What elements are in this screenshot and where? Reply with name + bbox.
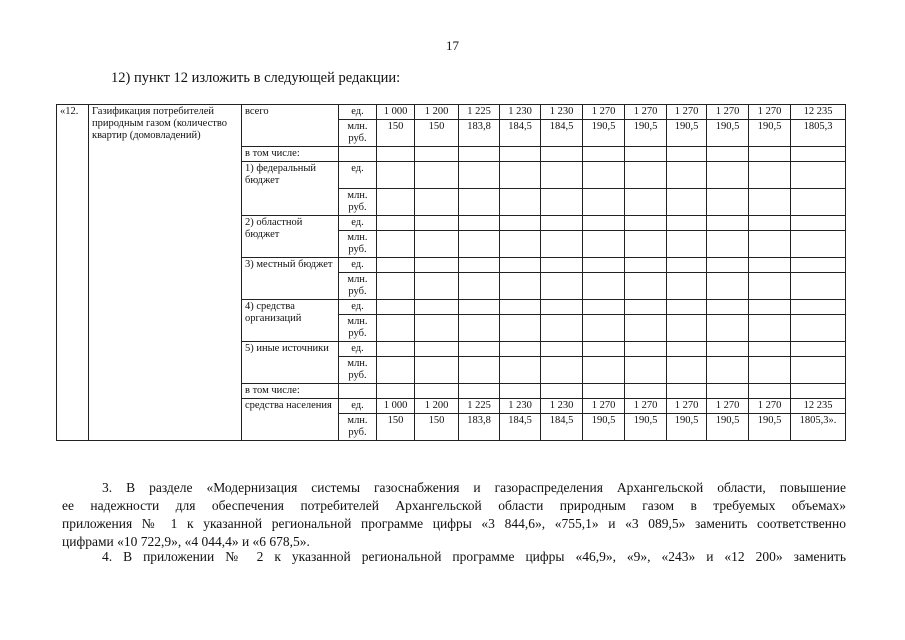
unit-cell: [339, 384, 377, 399]
value-cell: [749, 162, 791, 189]
value-cell: [377, 147, 415, 162]
value-cell: [459, 162, 500, 189]
value-cell: [500, 231, 541, 258]
value-cell: [667, 315, 707, 342]
value-cell: 1 270: [749, 105, 791, 120]
value-cell: [625, 231, 667, 258]
value-cell: 1805,3: [791, 120, 846, 147]
paragraph-3-line: приложения № 1 к указанной региональной программе цифры «3 844,6», «755,1» и «3 089,5» заменить соответственно: [62, 516, 846, 531]
value-cell: [377, 384, 415, 399]
value-cell: [625, 147, 667, 162]
value-cell: 184,5: [500, 414, 541, 441]
unit-cell: млн. руб.: [339, 189, 377, 216]
value-cell: [667, 147, 707, 162]
value-cell: [415, 315, 459, 342]
unit-cell: [339, 147, 377, 162]
paragraph-4-line: 4. В приложении № 2 к указанной региональной программе цифры «46,9», «9», «243» и «12 200» заменить: [102, 549, 846, 564]
value-cell: 184,5: [500, 120, 541, 147]
value-cell: [707, 342, 749, 357]
value-cell: 150: [415, 414, 459, 441]
value-cell: [667, 258, 707, 273]
unit-cell: ед.: [339, 342, 377, 357]
value-cell: [541, 315, 583, 342]
value-cell: [625, 258, 667, 273]
value-cell: 1 270: [749, 399, 791, 414]
value-cell: [541, 189, 583, 216]
value-cell: 1 270: [667, 105, 707, 120]
value-cell: [583, 258, 625, 273]
unit-cell: ед.: [339, 399, 377, 414]
value-cell: [459, 342, 500, 357]
row-label: средства населения: [242, 399, 339, 441]
value-cell: 1 270: [625, 105, 667, 120]
value-cell: [707, 357, 749, 384]
item-number: «12.: [57, 105, 89, 441]
value-cell: [707, 258, 749, 273]
value-cell: [707, 300, 749, 315]
value-cell: [377, 342, 415, 357]
value-cell: [541, 384, 583, 399]
unit-cell: млн. руб.: [339, 231, 377, 258]
value-cell: [707, 231, 749, 258]
value-cell: [667, 216, 707, 231]
value-cell: 1 230: [541, 105, 583, 120]
value-cell: [749, 189, 791, 216]
value-cell: [749, 258, 791, 273]
value-cell: 190,5: [749, 120, 791, 147]
value-cell: 150: [377, 120, 415, 147]
page-number: 17: [446, 38, 459, 53]
value-cell: [583, 231, 625, 258]
value-cell: [415, 300, 459, 315]
value-cell: [459, 300, 500, 315]
value-cell: [541, 273, 583, 300]
value-cell: [791, 189, 846, 216]
row-label: 4) средства организаций: [242, 300, 339, 342]
value-cell: 190,5: [667, 120, 707, 147]
value-cell: [415, 189, 459, 216]
value-cell: [377, 315, 415, 342]
value-cell: [625, 300, 667, 315]
value-cell: [415, 342, 459, 357]
unit-cell: ед.: [339, 258, 377, 273]
value-cell: [459, 231, 500, 258]
value-cell: [377, 231, 415, 258]
value-cell: [459, 216, 500, 231]
value-cell: 1 000: [377, 399, 415, 414]
value-cell: [500, 357, 541, 384]
value-cell: [791, 342, 846, 357]
value-cell: [791, 384, 846, 399]
row-label: 1) федеральный бюджет: [242, 162, 339, 216]
value-cell: 184,5: [541, 120, 583, 147]
value-cell: 190,5: [583, 120, 625, 147]
unit-cell: ед.: [339, 105, 377, 120]
value-cell: [625, 342, 667, 357]
value-cell: [749, 147, 791, 162]
value-cell: 1 200: [415, 399, 459, 414]
value-cell: [667, 342, 707, 357]
unit-cell: млн. руб.: [339, 315, 377, 342]
row-label: в том числе:: [242, 384, 339, 399]
value-cell: 1 270: [583, 399, 625, 414]
value-cell: [500, 273, 541, 300]
value-cell: 1 270: [625, 399, 667, 414]
value-cell: [749, 342, 791, 357]
value-cell: [791, 315, 846, 342]
value-cell: [791, 231, 846, 258]
value-cell: [749, 300, 791, 315]
row-label: 2) областной бюджет: [242, 216, 339, 258]
value-cell: 150: [415, 120, 459, 147]
value-cell: [459, 189, 500, 216]
value-cell: [749, 315, 791, 342]
value-cell: [415, 273, 459, 300]
row-label: всего: [242, 105, 339, 147]
value-cell: 1 225: [459, 105, 500, 120]
program-table: [56, 104, 846, 441]
paragraph-3-line: 3. В разделе «Модернизация системы газоснабжения и газораспределения Архангельской области, повышение: [102, 480, 846, 495]
value-cell: [707, 384, 749, 399]
value-cell: [541, 162, 583, 189]
value-cell: 190,5: [625, 414, 667, 441]
value-cell: [625, 357, 667, 384]
value-cell: [377, 273, 415, 300]
value-cell: [459, 258, 500, 273]
value-cell: [377, 300, 415, 315]
value-cell: [541, 300, 583, 315]
value-cell: [459, 384, 500, 399]
value-cell: 190,5: [625, 120, 667, 147]
value-cell: 190,5: [707, 120, 749, 147]
value-cell: [500, 315, 541, 342]
value-cell: [377, 357, 415, 384]
value-cell: [749, 273, 791, 300]
value-cell: [415, 216, 459, 231]
value-cell: [749, 384, 791, 399]
value-cell: [707, 315, 749, 342]
value-cell: [749, 216, 791, 231]
unit-cell: млн. руб.: [339, 120, 377, 147]
value-cell: [667, 231, 707, 258]
value-cell: [625, 216, 667, 231]
value-cell: [541, 147, 583, 162]
value-cell: [541, 216, 583, 231]
value-cell: [625, 315, 667, 342]
value-cell: [583, 357, 625, 384]
value-cell: [625, 189, 667, 216]
value-cell: 1 230: [500, 399, 541, 414]
value-cell: [415, 162, 459, 189]
value-cell: [415, 231, 459, 258]
value-cell: [707, 147, 749, 162]
value-cell: [415, 147, 459, 162]
value-cell: [583, 273, 625, 300]
value-cell: [377, 216, 415, 231]
value-cell: 190,5: [583, 414, 625, 441]
paragraph-4: [62, 548, 846, 566]
value-cell: [625, 162, 667, 189]
value-cell: [500, 189, 541, 216]
value-cell: 190,5: [749, 414, 791, 441]
value-cell: [583, 162, 625, 189]
paragraph-3: [62, 479, 846, 551]
value-cell: [791, 162, 846, 189]
value-cell: [625, 384, 667, 399]
value-cell: 1 270: [667, 399, 707, 414]
value-cell: [541, 357, 583, 384]
value-cell: [667, 273, 707, 300]
value-cell: 1 230: [500, 105, 541, 120]
value-cell: [583, 147, 625, 162]
value-cell: [583, 342, 625, 357]
value-cell: 190,5: [667, 414, 707, 441]
row-label: 3) местный бюджет: [242, 258, 339, 300]
value-cell: [583, 216, 625, 231]
value-cell: [459, 357, 500, 384]
value-cell: [500, 258, 541, 273]
value-cell: 12 235: [791, 399, 846, 414]
value-cell: 1 225: [459, 399, 500, 414]
unit-cell: млн. руб.: [339, 357, 377, 384]
value-cell: [749, 231, 791, 258]
paragraph-3-line: ее надежности для обеспечения потребителей Архангельской области природным газом в требуемых объемах»: [62, 498, 846, 513]
value-cell: [707, 273, 749, 300]
value-cell: [791, 216, 846, 231]
unit-cell: ед.: [339, 162, 377, 189]
value-cell: 1 270: [583, 105, 625, 120]
value-cell: [500, 384, 541, 399]
unit-cell: млн. руб.: [339, 273, 377, 300]
value-cell: [625, 273, 667, 300]
value-cell: [707, 216, 749, 231]
value-cell: [415, 357, 459, 384]
value-cell: [415, 384, 459, 399]
value-cell: 190,5: [707, 414, 749, 441]
value-cell: 1805,3».: [791, 414, 846, 441]
value-cell: [707, 162, 749, 189]
item-name: Газификация потребителей природным газом (количество квартир (домовладений): [89, 105, 242, 441]
value-cell: 1 270: [707, 105, 749, 120]
value-cell: [791, 258, 846, 273]
value-cell: [541, 231, 583, 258]
value-cell: [791, 147, 846, 162]
unit-cell: ед.: [339, 300, 377, 315]
value-cell: [541, 342, 583, 357]
value-cell: [377, 162, 415, 189]
unit-cell: ед.: [339, 216, 377, 231]
value-cell: [541, 258, 583, 273]
value-cell: 12 235: [791, 105, 846, 120]
value-cell: [791, 357, 846, 384]
value-cell: 1 270: [707, 399, 749, 414]
value-cell: 1 230: [541, 399, 583, 414]
value-cell: [583, 315, 625, 342]
value-cell: 183,8: [459, 414, 500, 441]
value-cell: 1 000: [377, 105, 415, 120]
value-cell: [749, 357, 791, 384]
value-cell: 184,5: [541, 414, 583, 441]
value-cell: [583, 189, 625, 216]
value-cell: [500, 300, 541, 315]
value-cell: [500, 342, 541, 357]
value-cell: [667, 384, 707, 399]
value-cell: [459, 315, 500, 342]
value-cell: [500, 147, 541, 162]
intro-text: 12) пункт 12 изложить в следующей редакции:: [111, 70, 401, 86]
value-cell: [791, 300, 846, 315]
value-cell: [500, 162, 541, 189]
value-cell: [459, 273, 500, 300]
value-cell: [415, 258, 459, 273]
paragraph-3-line: цифрами «10 722,9», «4 044,4» и «6 678,5».: [62, 534, 310, 549]
value-cell: [667, 300, 707, 315]
value-cell: [583, 384, 625, 399]
unit-cell: млн. руб.: [339, 414, 377, 441]
value-cell: [791, 273, 846, 300]
value-cell: 1 200: [415, 105, 459, 120]
table-row: [57, 105, 846, 120]
value-cell: [583, 300, 625, 315]
row-label: в том числе:: [242, 147, 339, 162]
value-cell: [667, 357, 707, 384]
value-cell: [667, 189, 707, 216]
value-cell: 183,8: [459, 120, 500, 147]
value-cell: [459, 147, 500, 162]
value-cell: 150: [377, 414, 415, 441]
value-cell: [500, 216, 541, 231]
value-cell: [707, 189, 749, 216]
row-label: 5) иные источники: [242, 342, 339, 384]
value-cell: [377, 189, 415, 216]
value-cell: [377, 258, 415, 273]
value-cell: [667, 162, 707, 189]
